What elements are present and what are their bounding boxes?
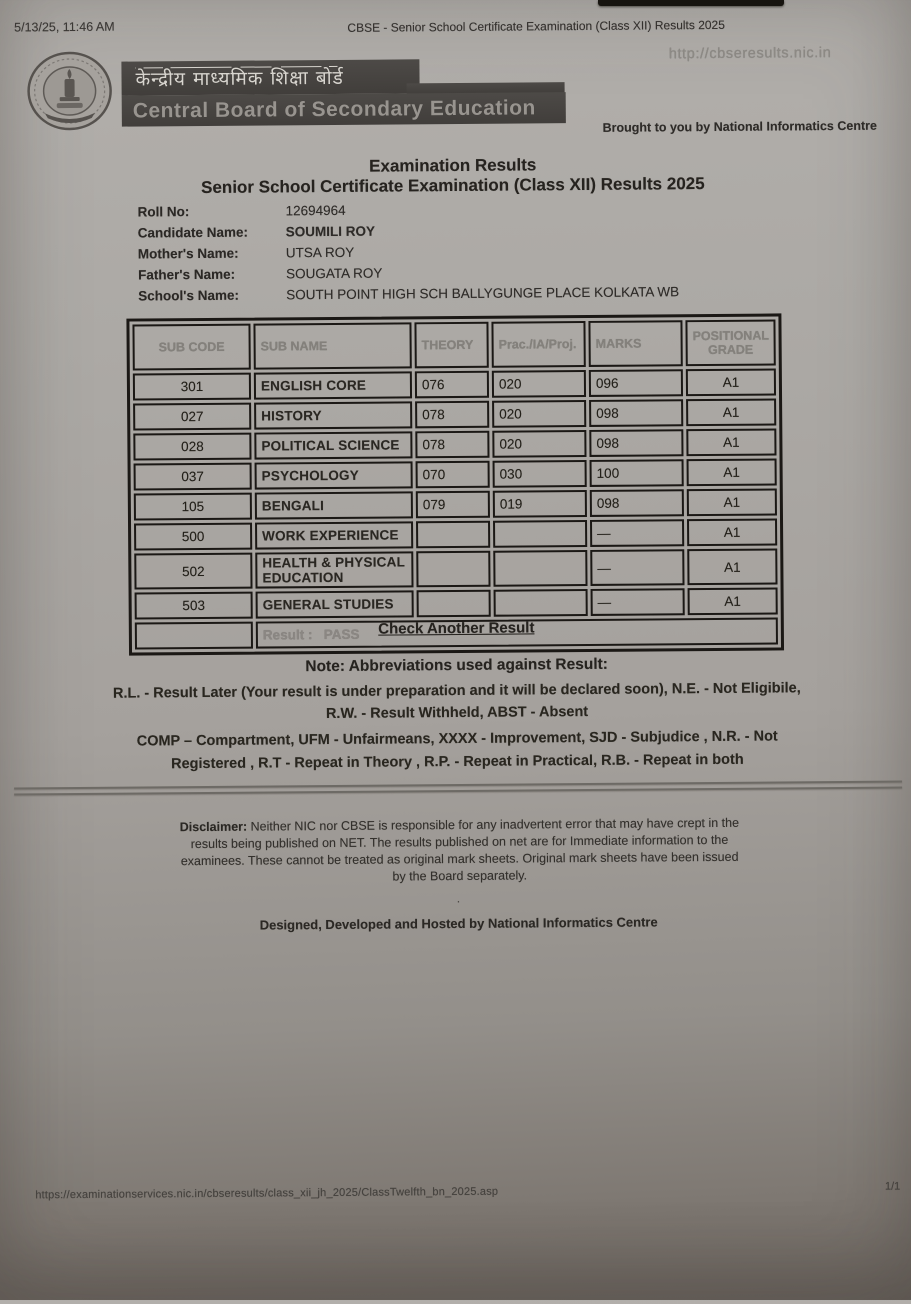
table-cell: POLITICAL SCIENCE: [254, 431, 412, 459]
table-cell: 500: [134, 523, 252, 551]
table-cell: 078: [415, 401, 489, 429]
print-page-title: CBSE - Senior School Certificate Examination (Class XII) Results 2025: [347, 17, 725, 35]
table-row: [133, 398, 776, 430]
col-header-subname: SUB NAME: [253, 322, 411, 369]
cbse-emblem-icon: [26, 51, 113, 132]
field-value: 12694964: [285, 202, 346, 219]
table-cell: 020: [492, 400, 586, 428]
table-cell: A1: [687, 488, 777, 516]
note-heading: Note: Abbreviations used against Result:: [305, 655, 609, 676]
table-row: [134, 548, 777, 589]
table-cell: 096: [589, 369, 683, 397]
col-header-prac: Prac./IA/Proj.: [491, 321, 585, 368]
table-cell: 078: [415, 431, 489, 459]
table-cell: [494, 589, 588, 617]
note-line: R.L. - Result Later (Your result is under preparation and it will be declared soon), N.E. - Not Eligibile,: [112, 680, 801, 702]
table-cell: A1: [688, 587, 778, 615]
table-cell: A1: [687, 548, 777, 585]
table-cell: 037: [134, 463, 252, 491]
board-name-hindi: केन्द्रीय माध्यमिक शिक्षा बोर्ड: [135, 66, 344, 91]
col-header-theory: THEORY: [414, 322, 488, 369]
table-cell: 020: [492, 370, 586, 398]
table-cell: 027: [133, 403, 251, 431]
table-cell: 100: [590, 459, 684, 487]
section-divider: [14, 781, 902, 800]
table-cell: [493, 550, 587, 587]
table-row: [134, 518, 777, 550]
note-line: R.W. - Result Withheld, ABST - Absent: [325, 703, 589, 723]
disclaimer-text: [135, 814, 784, 887]
table-cell: 079: [416, 491, 490, 519]
exam-title: Senior School Certificate Examination (Class XII) Results 2025: [201, 174, 705, 197]
board-name-hindi-bar: [121, 59, 419, 95]
field-label: Father's Name:: [138, 266, 236, 283]
print-page-number: 1/1: [884, 1180, 901, 1193]
field-value: UTSA ROY: [285, 244, 355, 261]
field-label: Roll No:: [137, 204, 190, 220]
table-cell: 301: [133, 373, 251, 401]
note-text: [26, 677, 888, 778]
field-label: School's Name:: [138, 287, 240, 304]
table-cell: [416, 551, 490, 588]
table-cell: 098: [589, 399, 683, 427]
stray-mark: ·: [456, 893, 461, 909]
field-label: Candidate Name:: [137, 224, 249, 241]
table-header-row: [132, 319, 775, 370]
table-cell: [493, 520, 587, 548]
results-table: [126, 313, 784, 655]
note-line: COMP – Compartment, UFM - Unfairmeans, XXXX - Improvement, SJD - Subjudice , N.R. - Not: [136, 728, 778, 750]
disclaimer-line: results being published on NET. The results published on net are for Immediate information to the: [190, 832, 729, 852]
table-cell: PSYCHOLOGY: [255, 461, 413, 489]
candidate-field-school: [138, 283, 778, 309]
nic-tagline: Brought to you by National Informatics Centre: [602, 118, 877, 135]
print-datetime: 5/13/25, 11:46 AM: [14, 19, 115, 35]
table-row: [133, 428, 776, 460]
table-cell: 105: [134, 493, 252, 521]
table-cell: A1: [687, 458, 777, 486]
table-cell: HEALTH & PHYSICAL EDUCATION: [255, 551, 413, 588]
print-footer-url: https://examinationservices.nic.in/cbseresults/class_xii_jh_2025/ClassTwelfth_bn_2025.asp: [35, 1185, 499, 1202]
table-cell: ENGLISH CORE: [254, 371, 412, 399]
table-cell: 502: [134, 553, 252, 590]
table-cell: —: [590, 549, 684, 586]
table-cell: 028: [133, 433, 251, 461]
table-cell: 030: [493, 460, 587, 488]
table-cell: A1: [686, 428, 776, 456]
table-cell: 098: [590, 489, 684, 517]
field-value: SOUMILI ROY: [285, 223, 376, 240]
page-title: Examination Results: [369, 155, 537, 176]
table-cell: GENERAL STUDIES: [256, 590, 414, 618]
check-another-result-link[interactable]: Check Another Result: [378, 619, 535, 638]
result-label: Result :: [262, 627, 313, 643]
col-header-marks: MARKS: [588, 320, 682, 367]
candidate-details: [138, 199, 779, 309]
disclaimer-label: Disclaimer:: [179, 819, 248, 835]
table-cell: A1: [686, 398, 776, 426]
table-cell: WORK EXPERIENCE: [255, 521, 413, 549]
col-header-grade: POSITIONAL GRADE: [685, 319, 775, 366]
table-cell: [416, 521, 490, 549]
table-cell: 076: [415, 371, 489, 399]
table-cell: 503: [135, 592, 253, 620]
table-cell: 098: [589, 429, 683, 457]
table-row: [134, 488, 777, 520]
col-header-subcode: SUB CODE: [132, 324, 250, 371]
table-row: [133, 368, 776, 400]
field-value: SOUGATA ROY: [286, 265, 383, 282]
table-cell: —: [591, 588, 685, 616]
note-line: Registered , R.T - Repeat in Theory , R.P. - Repeat in Practical, R.B. - Repeat in both: [171, 751, 744, 773]
table-cell: 019: [493, 490, 587, 518]
table-row: [135, 587, 778, 619]
result-value: PASS: [323, 626, 360, 643]
field-label: Mother's Name:: [137, 245, 239, 262]
site-url: http://cbseresults.nic.in: [668, 45, 832, 63]
disclaimer-line: Neither NIC nor CBSE is responsible for any inadvertent error that may have crept in the: [247, 815, 740, 834]
table-cell: 070: [416, 461, 490, 489]
table-cell: HISTORY: [254, 401, 412, 429]
table-cell: A1: [686, 368, 776, 396]
board-name-english: Central Board of Secondary Education: [132, 95, 536, 123]
table-cell: [417, 590, 491, 618]
credits-text: Designed, Developed and Hosted by National Informatics Centre: [259, 914, 658, 933]
table-cell: 020: [492, 430, 586, 458]
disclaimer-line: by the Board separately.: [392, 868, 528, 884]
table-cell: A1: [687, 518, 777, 546]
table-cell: —: [590, 519, 684, 547]
field-value: SOUTH POINT HIGH SCH BALLYGUNGE PLACE KOLKATA WB: [286, 284, 680, 303]
disclaimer-line: examinees. These cannot be treated as original mark sheets. Original mark sheets have been issued: [180, 849, 739, 869]
table-row: [134, 458, 777, 490]
results-table-body: [133, 368, 778, 619]
table-cell: BENGALI: [255, 491, 413, 519]
